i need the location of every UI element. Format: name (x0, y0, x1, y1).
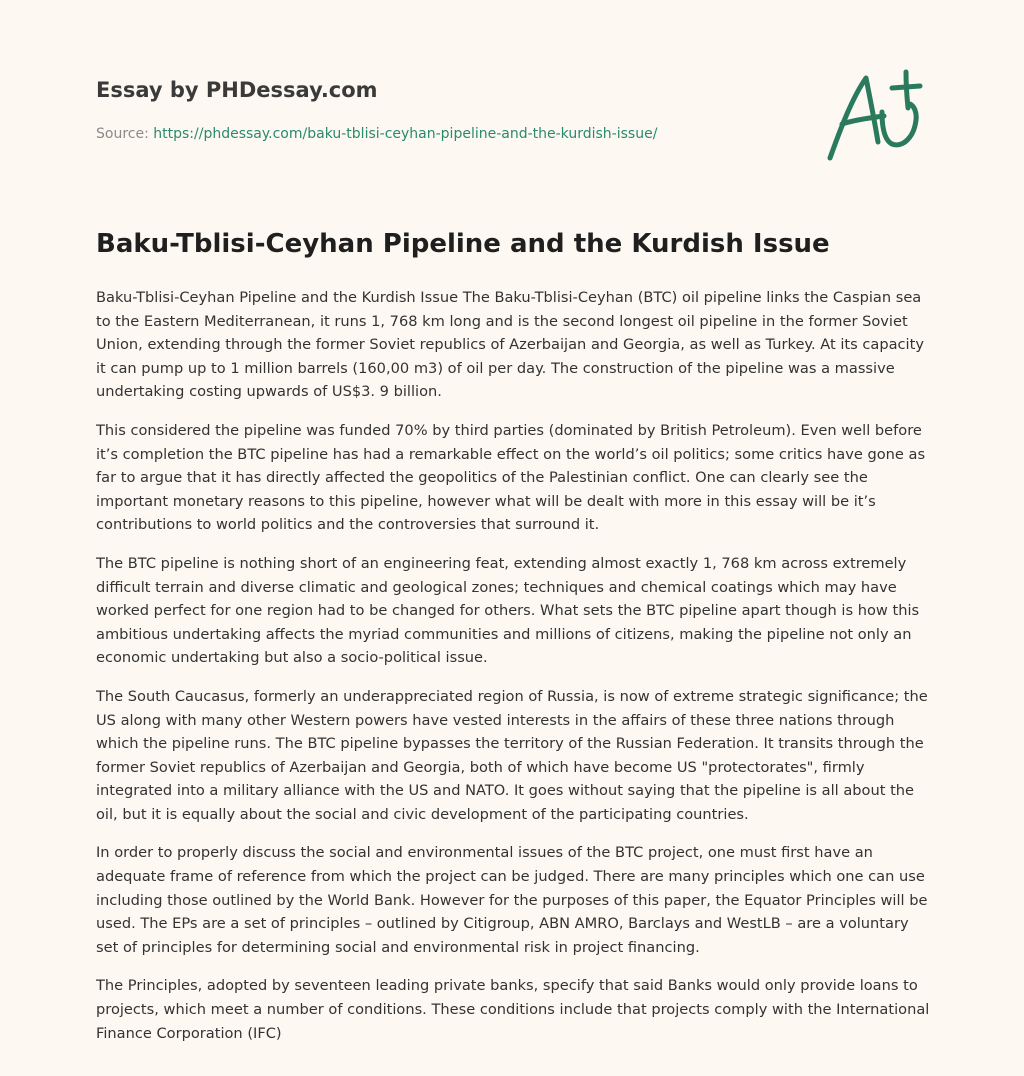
source-line (96, 124, 928, 144)
header (96, 76, 928, 144)
site-brand: Essay by PHDessay.com (96, 78, 378, 102)
source-link[interactable]: https://phdessay.com/baku-tblisi-ceyhan-pipeline-and-the-kurdish-issue/ (153, 126, 658, 142)
article-paragraph: Baku-Tblisi-Ceyhan Pipeline and the Kurdish Issue The Baku-Tblisi-Ceyhan (BTC) oil pipeline links the Caspian sea to the Eastern Mediterranean, it runs 1, 768 km long and is the second longest oil pipeline in the former Soviet Union, extending through the former Soviet republics of Azerbaijan and Georgia, as well as Turkey. At its capacity it can pump up to 1 million barrels (160,00 m3) of oil per day. The construction of the pipeline was a massive undertaking costing upwards of US$3. 9 billion. (96, 289, 924, 401)
article-paragraph: In order to properly discuss the social and environmental issues of the BTC project, one must first have an adequate frame of reference from which the project can be judged. There are many principles which one can use including those outlined by the World Bank. However for the purposes of this paper, the Equator Principles will be used. The EPs are a set of principles – outlined by Citigroup, ABN AMRO, Barclays and WestLB – are a voluntary set of principles for determining social and environmental risk in project financing. (96, 844, 928, 956)
article-paragraph: The BTC pipeline is nothing short of an engineering feat, extending almost exactly 1, 768 km across extremely difficult terrain and diverse climatic and geological zones; techniques and chemical coatings which may have worked perfect for one region had to be changed for others. What sets the BTC pipeline apart though is how this ambitious undertaking affects the myriad communities and millions of citizens, making the pipeline not only an economic undertaking but also a socio-political issue. (96, 554, 920, 667)
article-body (96, 286, 932, 1060)
article-paragraph: The South Caucasus, formerly an underappreciated region of Russia, is now of extreme strategic significance; the US along with many other Western powers have vested interests in the affairs of these three nations through which the pipeline runs. The BTC pipeline bypasses the territory of the Russian Federation. It transits through the former Soviet republics of Azerbaijan and Georgia, both of which have become US "protectorates", firmly integrated into a military alliance with the US and NATO. It goes without saying that the pipeline is all about the oil, but it is equally about the social and civic development of the participating countries. (96, 687, 928, 823)
source-label: Source: (96, 126, 154, 142)
a-plus-logo-icon (822, 68, 926, 164)
article-paragraph: The Principles, adopted by seventeen leading private banks, specify that said Banks would only provide loans to projects, which meet a number of conditions. These conditions include that projects comply with the International Finance Corporation (IFC) (96, 977, 930, 1042)
article-title: Baku-Tblisi-Ceyhan Pipeline and the Kurdish Issue (96, 229, 830, 259)
article-paragraph: This considered the pipeline was funded 70% by third parties (dominated by British Petroleum). Even well before it’s completion the BTC pipeline has had a remarkable effect on the world’s oil politics; some critics have gone as far to argue that it has directly affected the geopolitics of the Palestinian conflict. One can clearly see the important monetary reasons to this pipeline, however what will be dealt with more in this essay will be it’s contributions to world politics and the controversies that surround it. (96, 421, 926, 534)
